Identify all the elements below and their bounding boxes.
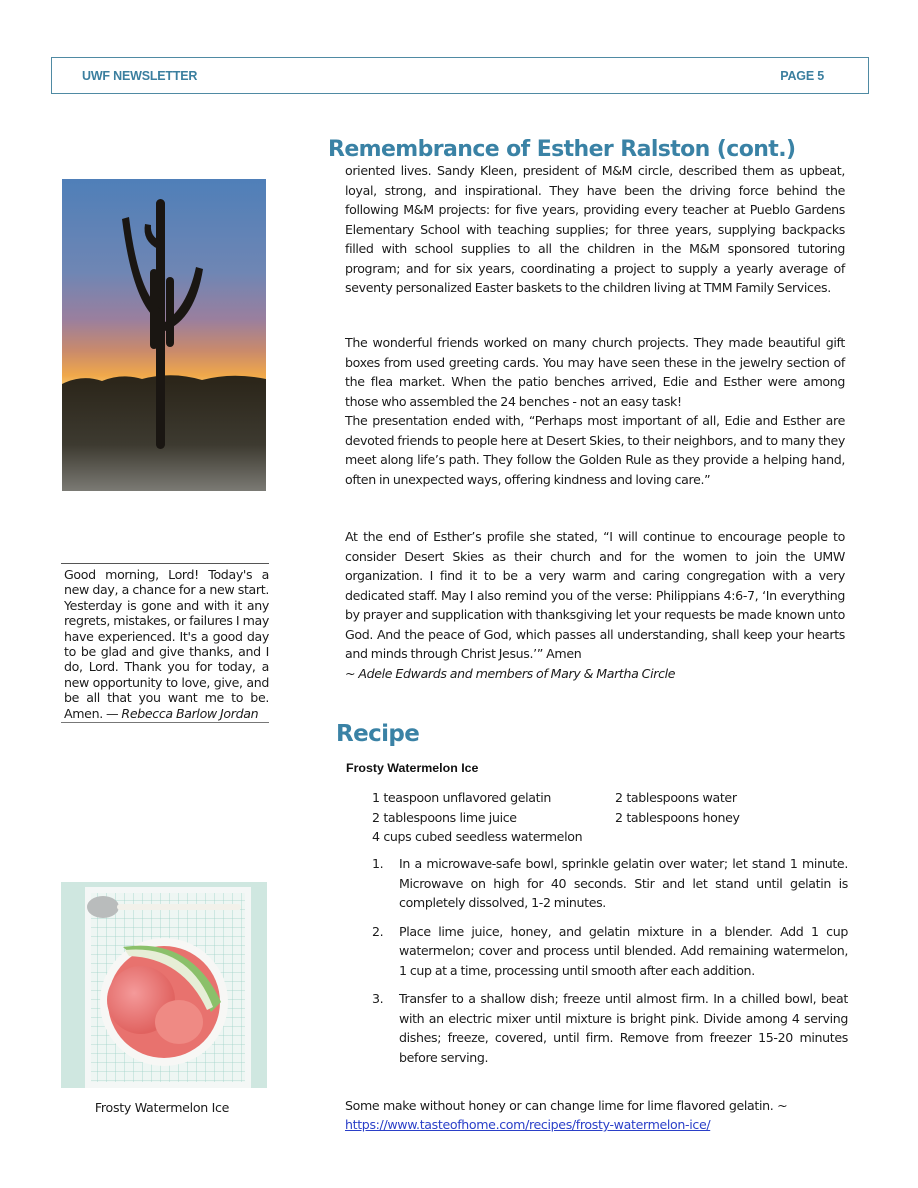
step-text: Transfer to a shallow dish; freeze until almost firm. In a chilled bowl, beat with an electric mixer until mixture is bright pink. Divide among 4 serving dishes; freeze, covered, until firm. Remove from freezer 15-20 minutes before serving. <box>399 991 848 1065</box>
recipe-steps <box>372 854 848 1076</box>
ingredient-item: 1 teaspoon unflavored gelatin <box>372 790 552 805</box>
page-number: PAGE 5 <box>780 69 824 83</box>
prayer-text: Good morning, Lord! Today's a new day, a chance for a new start. Yesterday is gone and with it any regrets, mistakes, or failures I may have experienced. It's a good day to be glad and give thanks, and I do, Lord. Thank you for today, a new opportunity to love, give, and be all that you want me to be. Amen. <box>64 567 269 721</box>
article-paragraph-final <box>345 527 845 683</box>
recipe-source-link[interactable]: https://www.tasteofhome.com/recipes/frosty-watermelon-ice/ <box>345 1117 711 1132</box>
recipe-heading: Recipe <box>336 721 420 747</box>
article-paragraph: At the end of Esther’s profile she stated, “I will continue to encourage people to consider Desert Skies as their church and for the women to join the UMW organization. I find it to be a very warm and caring congregation with a very dedicated staff. May I also remind you of the verse: Philippians 4:6-7, ‘In everything by prayer and supplication with thanksgiving let your requests be made known unto God. And the peace of God, which passes all understanding, shall keep your hearts and minds through Christ Jesus.’” Amen <box>345 529 845 661</box>
ingredient-item: 2 tablespoons lime juice <box>372 809 517 825</box>
newsletter-title: UWF NEWSLETTER <box>82 69 198 83</box>
recipe-step <box>372 854 848 913</box>
step-number: 1. <box>372 856 384 871</box>
step-number: 2. <box>372 923 384 939</box>
ingredient-item: 2 tablespoons water <box>615 790 737 805</box>
photo-caption: Frosty Watermelon Ice <box>94 1100 230 1115</box>
prayer-author: — Rebecca Barlow Jordan <box>106 705 259 721</box>
remembrance-heading: Remembrance of Esther Ralston (cont.) <box>328 137 796 162</box>
prayer-quote-box <box>61 563 269 723</box>
recipe-step <box>372 922 848 981</box>
recipe-step <box>372 989 848 1067</box>
article-signature: ~ Adele Edwards and members of Mary & Martha Circle <box>345 665 676 681</box>
article-paragraph: oriented lives. Sandy Kleen, president of M&M circle, described them as upbeat, loyal, strong, and inspirational. They have been the driving force behind the following M&M projects: for five years, providing every teacher at Pueblo Gardens Elementary School with teaching supplies; for three years, supplying backpacks filled with school supplies to all the children in the M&M sponsored tutoring program; and for six years, coordinating a project to supply a yearly average of seventy personalized Easter baskets to the children living at TMM Family Services. <box>345 163 845 295</box>
recipe-name: Frosty Watermelon Ice <box>346 761 479 775</box>
ingredient-item: 4 cups cubed seedless watermelon <box>372 829 583 844</box>
step-text: In a microwave-safe bowl, sprinkle gelatin over water; let stand 1 minute. Microwave on high for 40 seconds. Stir and let stand until gelatin is completely dissolved, 1-2 minutes. <box>399 856 848 910</box>
newsletter-header <box>51 57 869 94</box>
recipe-note <box>345 1096 865 1134</box>
ingredient-item: 2 tablespoons honey <box>615 809 740 825</box>
watermelon-ice-photo <box>61 882 267 1088</box>
article-paragraph: The presentation ended with, “Perhaps most important of all, Edie and Esther are devoted friends to people here at Desert Skies, to their neighbors, and to many they meet along life’s path. They follow the Golden Rule as they provide a helping hand, often in unexpected ways, offering kindness and loving care.” <box>345 413 845 487</box>
recipe-note-text: Some make without honey or can change lime for lime flavored gelatin. ~ <box>345 1098 788 1113</box>
article-paragraph: The wonderful friends worked on many church projects. They made beautiful gift boxes from used greeting cards. You may have seen these in the jewelry section of the flea market. When the patio benches arrived, Edie and Esther were among those who assembled the 24 benches - not an easy task! <box>345 335 845 409</box>
saguaro-sunset-photo <box>62 179 266 491</box>
step-text: Place lime juice, honey, and gelatin mixture in a blender. Add 1 cup watermelon; cover and process until blended. Add remaining watermelon, 1 cup at a time, processing until smooth after each addition. <box>399 923 848 978</box>
step-number: 3. <box>372 991 384 1006</box>
